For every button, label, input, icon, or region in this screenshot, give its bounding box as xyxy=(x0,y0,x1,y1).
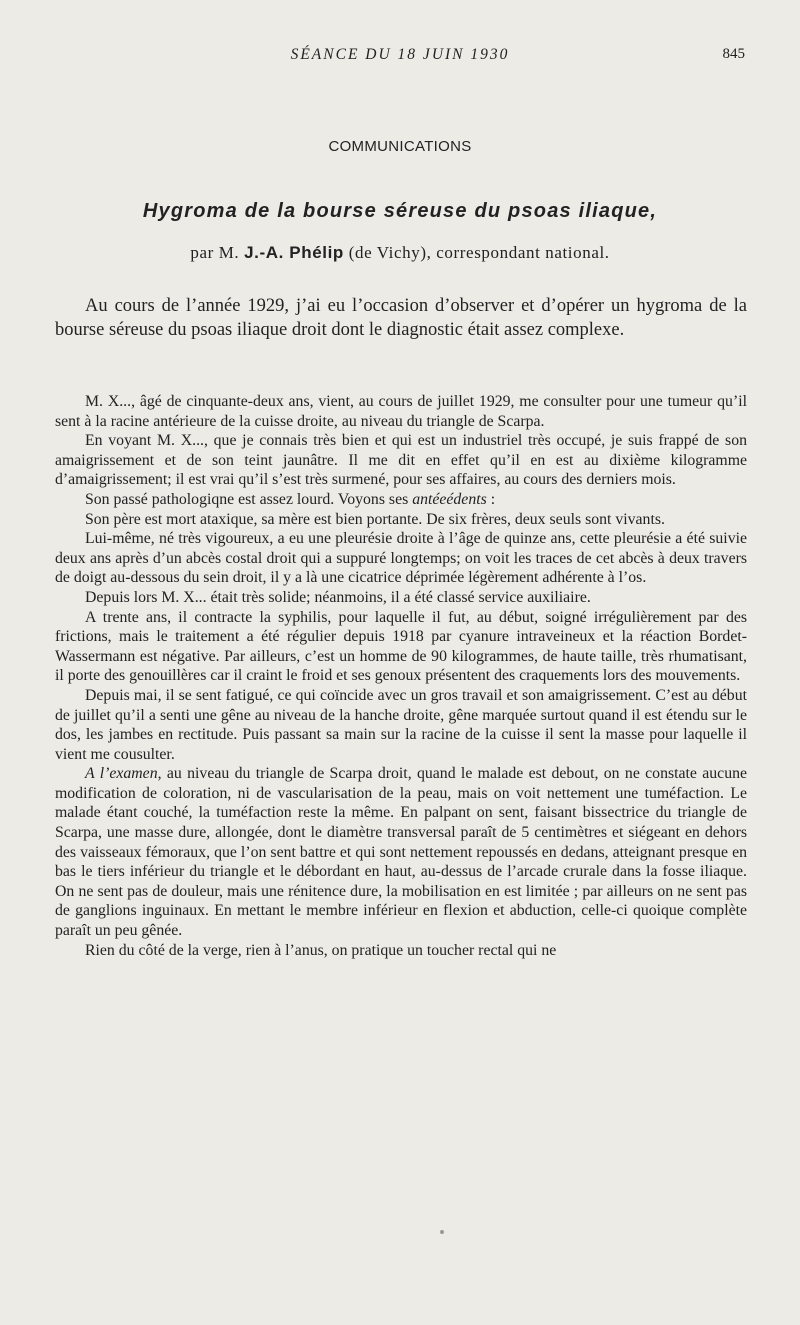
paragraph-1: M. X..., âgé de cinquante-deux ans, vient, au cours de juillet 1929, me consulter pour une tumeur qu’il sent à la racine antérieure de la cuisse droite, au niveau du triangle de Scarpa. xyxy=(55,393,747,430)
paragraph-4: Son père est mort ataxique, sa mère est bien portante. De six frères, deux seuls sont vivants. xyxy=(85,510,665,528)
running-head xyxy=(0,46,800,68)
byline-suffix: (de Vichy), correspondant national. xyxy=(343,243,610,262)
section-heading: COMMUNICATIONS xyxy=(328,138,472,155)
paragraph-10: Rien du côté de la verge, rien à l’anus, on pratique un toucher rectal qui ne xyxy=(85,941,557,959)
running-title: SÉANCE DU 18 JUIN 1930 xyxy=(290,46,510,63)
paragraph-2: En voyant M. X..., que je connais très bien et qui est un industriel très occupé, je suis frappé de son amaigrissement et de son teint jaunâtre. Il me dit en effet qu’il en est au dixième kilogramme d’amaigrissement; il est vrai qu’il s’est très surmené, pour ses affaires, au cours des derniers mois. xyxy=(55,432,747,489)
page-number: 845 xyxy=(722,46,745,62)
paragraph-9-text: , au niveau du triangle de Scarpa droit, quand le malade est debout, on ne constate aucune modification de coloration, ni de vascularisation de la peau, mais on voit nettement une tuméfaction. Le malade étant couché, la tuméfaction reste la même. En palpant on sent, faisant bissectrice du triangle de Scarpa, une masse dure, allongée, dont le diamètre transversal paraît de 5 centimètres et siégeant en dehors des vaisseaux fémoraux, que l’on sent battre et qui sont nettement repoussés en dedans, atteignant presque en bas le tiers inférieur du triangle et le débordant en haut, au-dessus de l’arcade crurale dans la fosse iliaque. On ne sent pas de douleur, mais une rénitence dure, la mobilisation en est limitée ; par ailleurs on ne sent pas de ganglions inguinaux. En mettant le membre inférieur en flexion et abduction, celle-ci quoique complète paraît un peu gênée. xyxy=(55,765,747,940)
intro-paragraph xyxy=(55,294,747,342)
paragraph-7: A trente ans, il contracte la syphilis, pour laquelle il fut, au début, soigné irrégulièrement par des frictions, mais le traitement a été régulier depuis 1918 par cyanure intraveineux et la réaction Bordet-Wassermann est négative. Par ailleurs, c’est un homme de 90 kilogrammes, de haute taille, très rhumatisant, il porte des genouillères car il craint le froid et ses genoux présentent des craquements lors des mouvements. xyxy=(55,608,747,685)
print-speck xyxy=(440,1230,444,1234)
intro-text: Au cours de l’année 1929, j’ai eu l’occasion d’observer et d’opérer un hygroma de la bourse séreuse du psoas iliaque droit dont le diagnostic était assez complexe. xyxy=(55,296,747,340)
author-name: J.-A. Phélip xyxy=(244,243,344,262)
paragraph-8: Depuis mai, il se sent fatigué, ce qui coïncide avec un gros travail et son amaigrissement. C’est au début de juillet qu’il a senti une gêne au niveau de la hanche droite, gêne marquée surtout quand il est étendu sur le dos, les jambes en rectitude. Puis passant sa main sur la racine de la cuisse il sent la masse pour laquelle il vient me cousulter. xyxy=(55,686,747,763)
paragraph-3 xyxy=(55,490,747,510)
paragraph-3-end: : xyxy=(486,490,496,508)
paragraph-5: Lui-même, né très vigoureux, a eu une pleurésie droite à l’âge de quinze ans, cette pleurésie a été suivie deux ans après d’un abcès costal droit qui a suppuré longtemps; on voit les traces de cet abcès à deux travers de doigt au-dessous du sein droit, il y a là une cicatrice déprimée légèrement adhérente à l’os. xyxy=(55,530,747,587)
paragraph-6: Depuis lors M. X... était très solide; néanmoins, il a été classé service auxiliaire. xyxy=(85,588,591,606)
article-title: Hygroma de la bourse séreuse du psoas iliaque, xyxy=(142,200,658,222)
paragraph-9 xyxy=(55,764,747,940)
paragraph-3-italic: antéeédents xyxy=(412,490,487,508)
paragraph-9-italic: A l’examen xyxy=(85,765,158,783)
paragraph-3-text: Son passé pathologiqne est assez lourd. Voyons ses xyxy=(85,490,413,508)
byline xyxy=(0,243,800,263)
case-report-body xyxy=(55,392,747,960)
byline-prefix: par M. xyxy=(190,243,245,262)
